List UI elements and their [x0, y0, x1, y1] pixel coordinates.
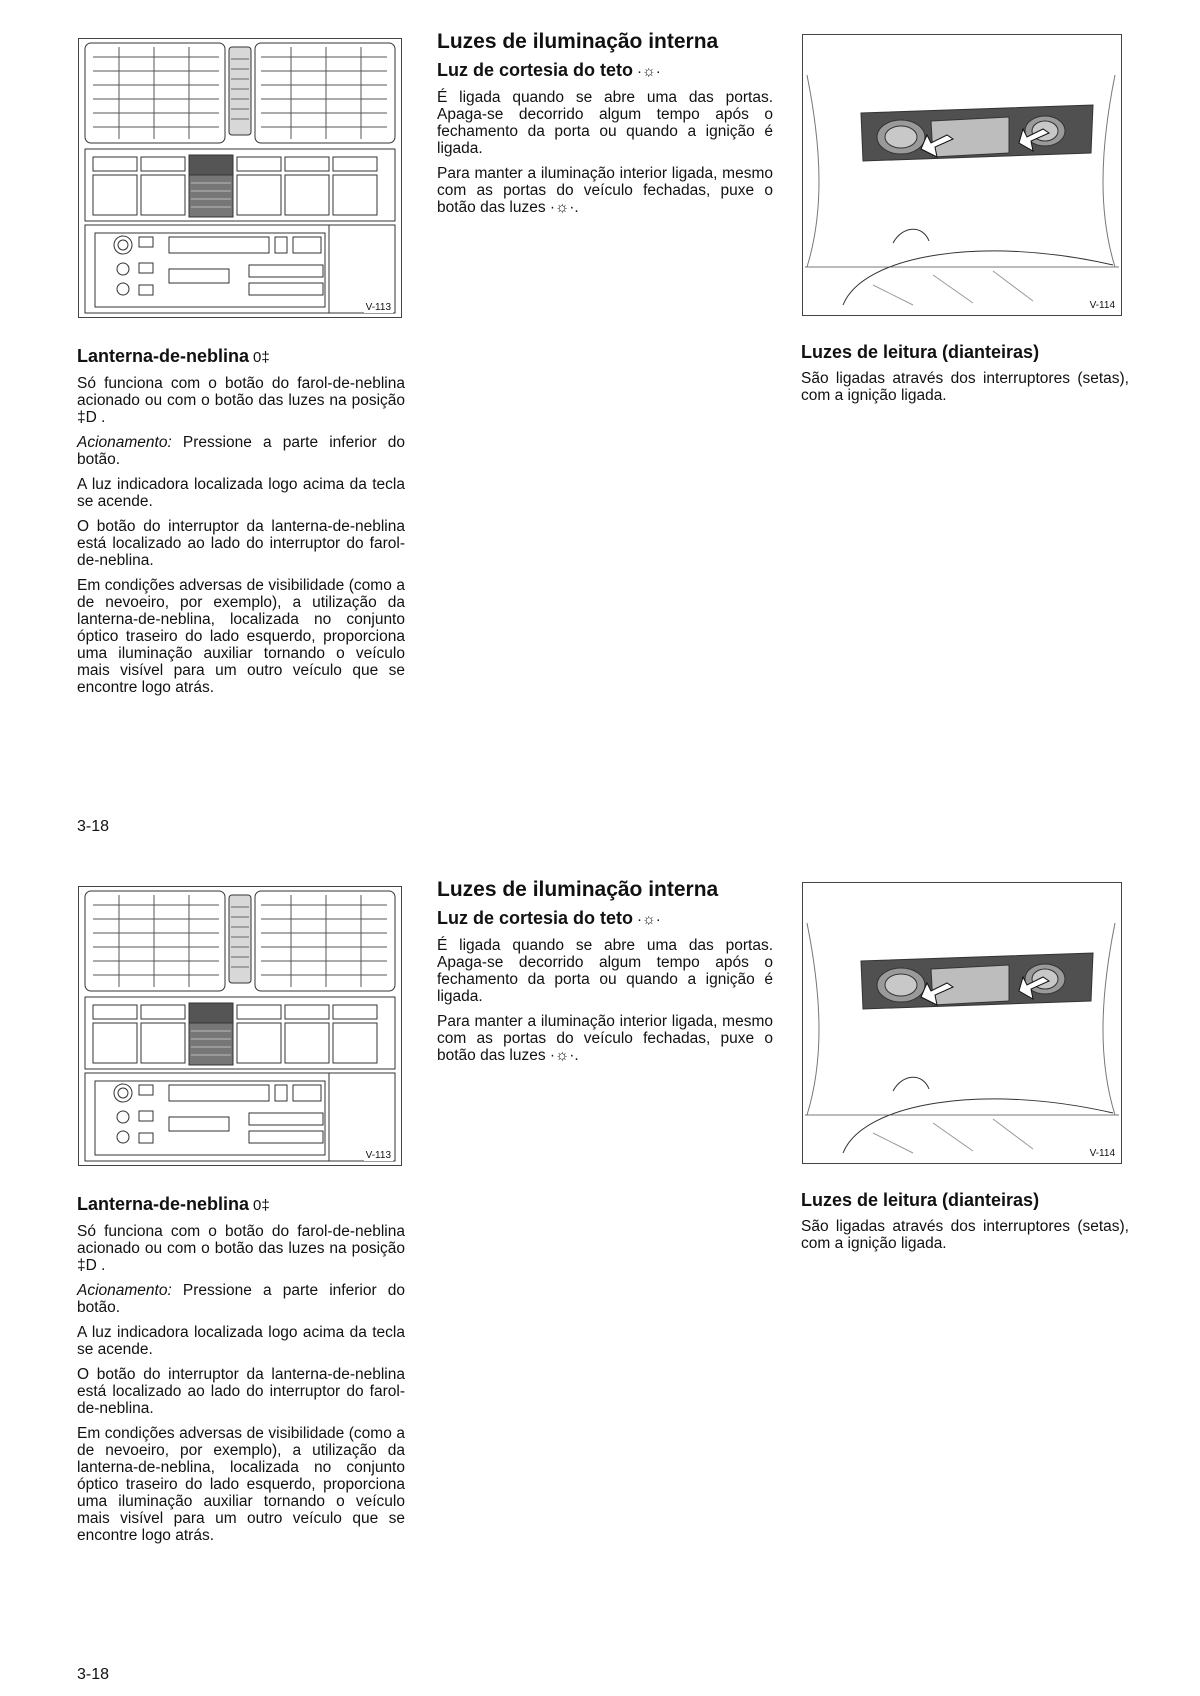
ceiling-light-figure [802, 882, 1122, 1164]
dashboard-figure [78, 38, 402, 318]
paragraph-text: Pressione a parte inferior do botão. [77, 434, 405, 468]
subsection-title [77, 1194, 405, 1216]
paragraph-text: Só funciona com o botão do farol-de-neblina acionado ou com o botão das luzes na posição [77, 1223, 405, 1257]
figure-label: V-113 [365, 302, 391, 313]
page-copy-bottom [0, 848, 1200, 1696]
paragraph-text: Só funciona com o botão do farol-de-neblina acionado ou com o botão das luzes na posição [77, 375, 405, 409]
paragraph: Em condições adversas de visibilidade (como a de nevoeiro, por exemplo), a utilização da lanterna-de-neblina, localizada no conjunto óptico traseiro do lado esquerdo, proporciona uma iluminação auxiliar tornando o veículo mais visível para um outro veículo que se encontre logo atrás. [77, 577, 405, 696]
subsection-title [77, 346, 405, 368]
figure-label: V-113 [365, 1150, 391, 1161]
courtesy-light-icon: ·☼· [637, 911, 661, 928]
fog-light-icon: 0‡ [253, 1197, 270, 1214]
paragraph [77, 375, 405, 426]
courtesy-light-icon: ·☼· [637, 63, 661, 80]
instruction-label: Acionamento: [77, 1282, 172, 1299]
reading-lights-section [801, 342, 1129, 412]
paragraph: Em condições adversas de visibilidade (como a de nevoeiro, por exemplo), a utilização da lanterna-de-neblina, localizada no conjunto óptico traseiro do lado esquerdo, proporciona uma iluminação auxiliar tornando o veículo mais visível para um outro veículo que se encontre logo atrás. [77, 1425, 405, 1544]
interior-lights-section [437, 878, 773, 1072]
paragraph-text: . [96, 409, 106, 426]
paragraph: São ligadas através dos interruptores (setas), com a ignição ligada. [801, 1218, 1129, 1252]
headlight-icon: ‡D [77, 409, 97, 426]
page-number: 3-18 [77, 1666, 110, 1683]
reading-lights-section [801, 1190, 1129, 1260]
paragraph [77, 1282, 405, 1316]
paragraph: É ligada quando se abre uma das portas. Apaga-se decorrido algum tempo após o fechamento da porta ou quando a ignição é ligada. [437, 89, 773, 157]
subsection-title-text: Luz de cortesia do teto [437, 908, 634, 928]
subsection-title [437, 60, 773, 82]
figure-label: V-114 [1089, 1148, 1115, 1159]
paragraph [437, 165, 773, 216]
paragraph: O botão do interruptor da lanterna-de-neblina está localizado ao lado do interruptor do farol-de-neblina. [77, 518, 405, 569]
courtesy-light-icon: ·☼· [549, 1047, 575, 1064]
fog-light-section [77, 346, 405, 704]
paragraph: O botão do interruptor da lanterna-de-neblina está localizado ao lado do interruptor do farol-de-neblina. [77, 1366, 405, 1417]
subsection-title [437, 908, 773, 930]
paragraph: É ligada quando se abre uma das portas. Apaga-se decorrido algum tempo após o fechamento da porta ou quando a ignição é ligada. [437, 937, 773, 1005]
headlight-icon: ‡D [77, 1257, 97, 1274]
ceiling-light-figure [802, 34, 1122, 316]
paragraph [77, 434, 405, 468]
paragraph-text: . [574, 199, 579, 216]
paragraph: A luz indicadora localizada logo acima da tecla se acende. [77, 1324, 405, 1358]
paragraph-text: . [574, 1047, 579, 1064]
section-title: Luzes de iluminação interna [437, 878, 719, 901]
figure-label: V-114 [1089, 300, 1115, 311]
courtesy-light-icon: ·☼· [549, 199, 575, 216]
interior-lights-section [437, 30, 773, 224]
paragraph [437, 1013, 773, 1064]
paragraph-text: . [96, 1257, 106, 1274]
section-title: Luzes de iluminação interna [437, 30, 719, 53]
paragraph: A luz indicadora localizada logo acima da tecla se acende. [77, 476, 405, 510]
dashboard-figure [78, 886, 402, 1166]
paragraph [77, 1223, 405, 1274]
paragraph: São ligadas através dos interruptores (setas), com a ignição ligada. [801, 370, 1129, 404]
instruction-label: Acionamento: [77, 434, 172, 451]
fog-light-section [77, 1194, 405, 1552]
page-number: 3-18 [77, 818, 110, 835]
subsection-title-text: Lanterna-de-neblina [77, 1194, 250, 1214]
subsection-title: Luzes de leitura (dianteiras) [801, 1190, 1040, 1210]
paragraph-text: Para manter a iluminação interior ligada, mesmo com as portas do veículo fechadas, puxe o botão das luzes [437, 165, 773, 216]
paragraph-text: Para manter a iluminação interior ligada, mesmo com as portas do veículo fechadas, puxe o botão das luzes [437, 1013, 773, 1064]
paragraph-text: Pressione a parte inferior do botão. [77, 1282, 405, 1316]
fog-light-icon: 0‡ [253, 349, 270, 366]
subsection-title-text: Lanterna-de-neblina [77, 346, 250, 366]
subsection-title-text: Luz de cortesia do teto [437, 60, 634, 80]
subsection-title: Luzes de leitura (dianteiras) [801, 342, 1040, 362]
